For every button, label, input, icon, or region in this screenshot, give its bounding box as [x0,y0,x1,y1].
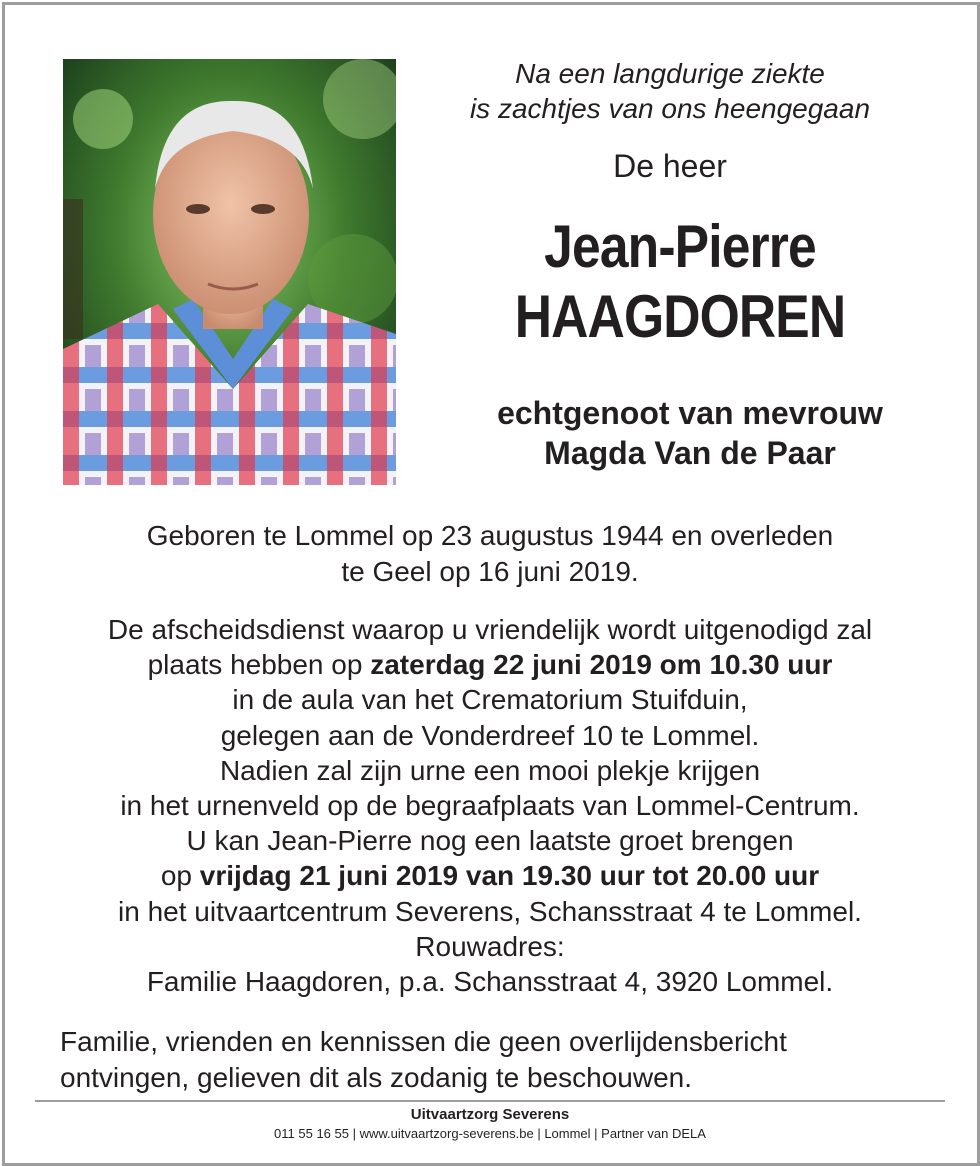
service-line: in het urnenveld op de begraafplaats van Lommel-Centrum. [120,790,860,822]
footer-divider [35,1100,945,1102]
service-line: De afscheidsdienst waarop u vriendelijk wordt uitgenodigd zal [107,614,873,645]
birth-line: Geboren te Lommel op 23 augustus 1944 en overleden [146,520,834,551]
service-line: in het uitvaartcentrum Severens, Schansstraat 4 te Lommel. [118,895,862,927]
last-name: HAAGDOREN [514,283,846,350]
service-line [30,858,950,893]
death-line: te Geel op 16 juni 2019. [341,556,639,587]
mourning-address: Familie Haagdoren, p.a. Schansstraat 4, 3920 Lommel. [146,966,834,998]
service-text: op [160,860,200,892]
portrait-photo [63,59,396,485]
intro-text [430,56,910,126]
service-details [30,612,950,999]
spouse-block [430,393,950,473]
intro-line: is zachtjes van ons heengegaan [469,93,871,124]
intro-line: Na een langdurige ziekte [515,58,825,89]
birth-death-text [40,518,940,590]
address-heading: Rouwadres: [415,930,565,962]
service-date: zaterdag 22 juni 2019 om 10.30 uur [370,649,833,681]
notice-text [60,1024,940,1096]
service-line: U kan Jean-Pierre nog een laatste groet brengen [186,825,794,857]
service-line: in de aula van het Crematorium Stuifduin, [232,684,748,716]
service-text: plaats hebben op [147,649,371,681]
funeral-home-name: Uitvaartzorg Severens [410,1106,570,1123]
visitation-date: vrijdag 21 juni 2019 van 19.30 uur tot 20.00 uur [199,860,820,892]
spouse-name: Magda Van de Paar [544,435,836,471]
first-name: Jean-Pierre [544,213,816,280]
notice-line: Familie, vrienden en kennissen die geen overlijdensbericht [60,1026,787,1057]
honorific: De heer [613,148,727,184]
funeral-home-info: 011 55 16 55 | www.uitvaartzorg-severens.be | Lommel | Partner van DELA [274,1126,706,1141]
notice-line: ontvingen, gelieven dit als zodanig te beschouwen. [60,1062,692,1093]
service-line [30,647,950,682]
service-line: Nadien zal zijn urne een mooi plekje krijgen [219,754,761,786]
spouse-line: echtgenoot van mevrouw [497,395,883,431]
service-line: gelegen aan de Vonderdreef 10 te Lommel. [220,719,760,751]
